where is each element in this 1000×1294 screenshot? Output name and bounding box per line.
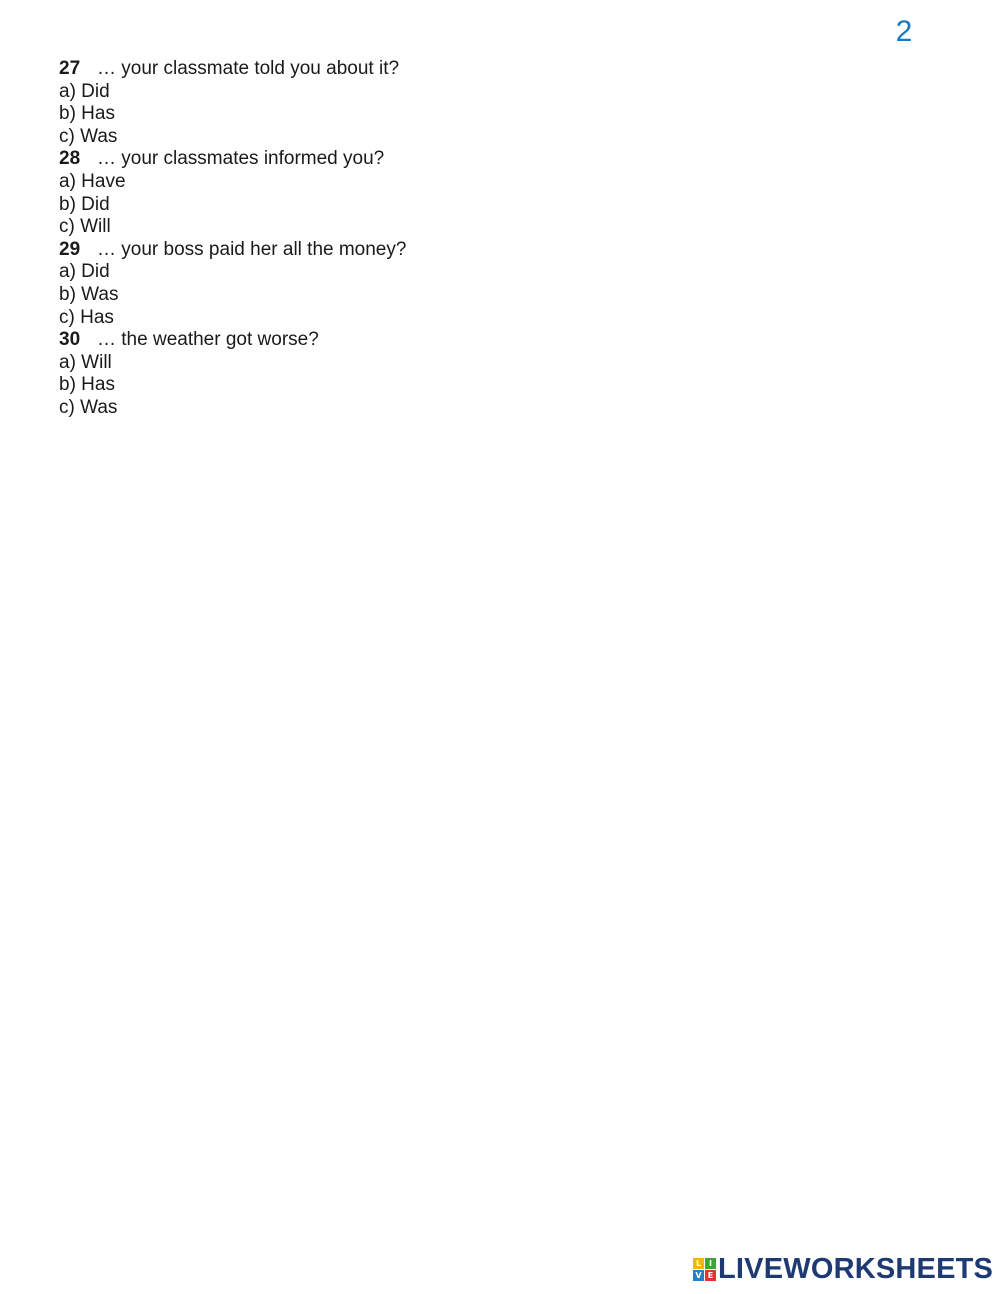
question-text: … your classmates informed you? — [97, 148, 385, 170]
answer-option[interactable]: b) Was — [59, 283, 119, 305]
question-number: 28 — [59, 148, 81, 170]
question-30 — [59, 329, 759, 352]
answer-option[interactable]: c) Was — [59, 125, 118, 147]
question-29 — [59, 239, 759, 262]
answer-option[interactable]: c) Will — [59, 216, 111, 238]
logo-letter: L — [693, 1258, 704, 1269]
question-text: … your boss paid her all the money? — [97, 238, 407, 260]
logo-text: LIVEWORKSHEETS — [718, 1253, 994, 1285]
liveworksheets-logo — [693, 1254, 993, 1284]
question-28 — [59, 148, 759, 171]
answer-option[interactable]: a) Did — [59, 80, 110, 102]
logo-letter: I — [705, 1258, 716, 1269]
question-text: … your classmate told you about it? — [97, 58, 400, 79]
logo-letter: E — [705, 1270, 716, 1281]
answer-option[interactable]: c) Has — [59, 306, 114, 328]
question-27 — [59, 58, 759, 81]
page-number: 2 — [895, 15, 913, 48]
question-text: … the weather got worse? — [97, 329, 319, 351]
question-number: 27 — [59, 58, 81, 79]
answer-option[interactable]: b) Has — [59, 374, 115, 396]
question-list — [59, 58, 759, 420]
logo-live-icon — [693, 1258, 716, 1281]
answer-option[interactable]: a) Will — [59, 351, 112, 373]
answer-option[interactable]: b) Has — [59, 103, 115, 125]
question-number: 30 — [59, 329, 81, 351]
answer-option[interactable]: a) Have — [59, 170, 126, 192]
question-number: 29 — [59, 238, 81, 260]
logo-letter: V — [693, 1270, 704, 1281]
answer-option[interactable]: a) Did — [59, 261, 110, 283]
answer-option[interactable]: c) Was — [59, 396, 118, 418]
answer-option[interactable]: b) Did — [59, 193, 110, 215]
